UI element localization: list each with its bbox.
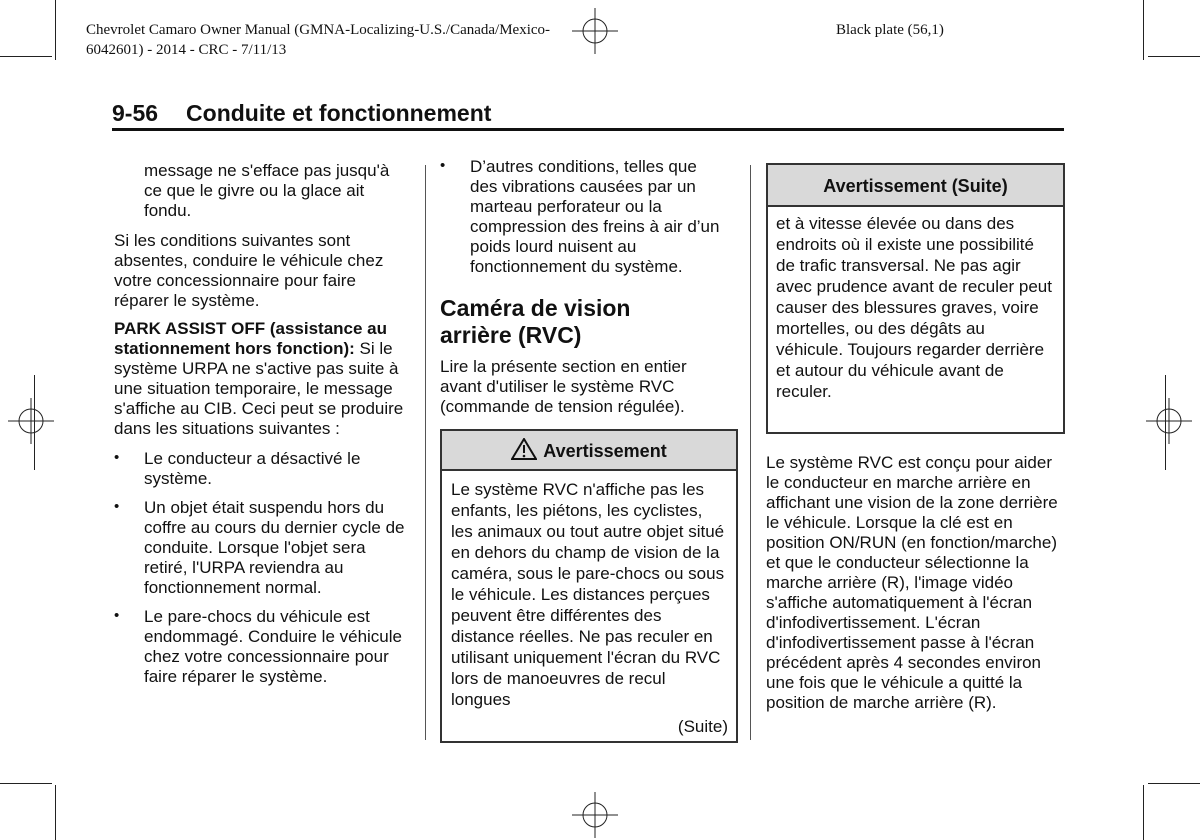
- warning-header: Avertissement (Suite): [768, 165, 1063, 207]
- section-intro: Lire la présente section en entier avant d'utiliser le système RVC (commande de tension régulée).: [440, 357, 687, 416]
- page-title-row: [112, 100, 491, 127]
- crop-mark: [55, 785, 56, 840]
- print-header-line1: Chevrolet Camaro Owner Manual (GMNA-Localizing-U.S./Canada/Mexico-: [86, 22, 551, 38]
- registration-mark-icon: [1146, 398, 1192, 444]
- list-item: • Le pare-chocs du véhicule est endommagé. Conduire le véhicule chez votre concessionnaire pour faire réparer le système.: [114, 607, 411, 687]
- warning-continued: (Suite): [677, 717, 728, 736]
- crop-mark: [1143, 0, 1144, 60]
- section-heading: Caméra de vision arrière (RVC): [440, 295, 631, 348]
- column-1: [114, 161, 411, 687]
- warning-triangle-icon: [511, 438, 537, 460]
- registration-mark-icon: [572, 792, 618, 838]
- print-header-left: [86, 20, 550, 60]
- crop-mark: [55, 0, 56, 60]
- crop-mark: [0, 783, 52, 784]
- column-divider: [750, 165, 751, 740]
- warning-header: [442, 431, 736, 471]
- registration-mark-icon: [572, 8, 618, 54]
- list-item: • Le conducteur a désactivé le système.: [114, 449, 411, 489]
- print-header-line2: 6042601) - 2014 - CRC - 7/11/13: [86, 42, 287, 58]
- column-divider: [425, 165, 426, 740]
- list-item: • D’autres conditions, telles que des vibrations causées par un marteau perforateur ou la compression des freins à air d’un poids lourd nuisent au fonctionnement du système.: [440, 157, 725, 277]
- warning-title: Avertissement: [543, 441, 667, 461]
- paragraph: Si les conditions suivantes sont absentes, conduire le véhicule chez votre concessionnaire pour faire réparer le système.: [114, 231, 384, 310]
- registration-mark-icon: [8, 398, 54, 444]
- warning-body: Le système RVC n'affiche pas les enfants, les piétons, les cyclistes, les animaux ou tout autre objet situé en dehors du champ de vision de la caméra, sous le pare-chocs ou sous le véhicule. Les distances perçues peuvent être différentes des distance réelles. Ne pas reculer en utilisant uniquement l'écran du RVC lors de manoeuvres de recul longues: [451, 480, 725, 709]
- park-assist-label: PARK ASSIST OFF (assistance au stationnement hors fonction):: [114, 319, 388, 358]
- title-rule: [112, 128, 1064, 131]
- park-assist-text: Si le système URPA ne s'active pas suite à une situation temporaire, le message s'affiche au CIB. Ceci peut se produire dans les situations suivantes :: [114, 339, 404, 438]
- print-header-right: Black plate (56,1): [836, 22, 944, 38]
- page-title: Conduite et fonctionnement: [186, 100, 492, 126]
- crop-mark: [1148, 783, 1200, 784]
- crop-mark: [0, 56, 52, 57]
- warning-box: [440, 429, 738, 743]
- paragraph: Le système RVC est conçu pour aider le conducteur en marche arrière en affichant une vision de la zone derrière le véhicule. Lorsque la clé est en position ON/RUN (en fonction/marche) et que le conducteur sélectionne la marche arrière (R), l'image vidéo s'affiche automatiquement à l'écran d'infodivertissement. L'écran d'infodivertissement passe à l'écran précédent après 4 secondes environ une fois que le véhicule a quitté la position de marche arrière (R).: [766, 453, 1058, 712]
- list-item: • Un objet était suspendu hors du coffre au cours du dernier cycle de conduite. Lorsque l'objet sera retiré, l'URPA reviendra au fonctionnement normal.: [114, 498, 411, 598]
- page-number: 9-56: [112, 100, 159, 126]
- crop-mark: [1148, 56, 1200, 57]
- warning-body: et à vitesse élevée ou dans des endroits où il existe une possibilité de trafic transversal. Ne pas agir avec prudence avant de reculer peut causer des blessures graves, voire mortelles, ou des dégâts au véhicule. Toujours regarder derrière et autour du véhicule avant de reculer.: [776, 214, 1052, 401]
- crop-mark: [1143, 785, 1144, 840]
- warning-box-continued: [766, 163, 1065, 434]
- park-assist-paragraph: [114, 319, 411, 439]
- continued-text: message ne s'efface pas jusqu'à ce que le givre ou la glace ait fondu.: [144, 161, 390, 220]
- column-2: [440, 157, 725, 277]
